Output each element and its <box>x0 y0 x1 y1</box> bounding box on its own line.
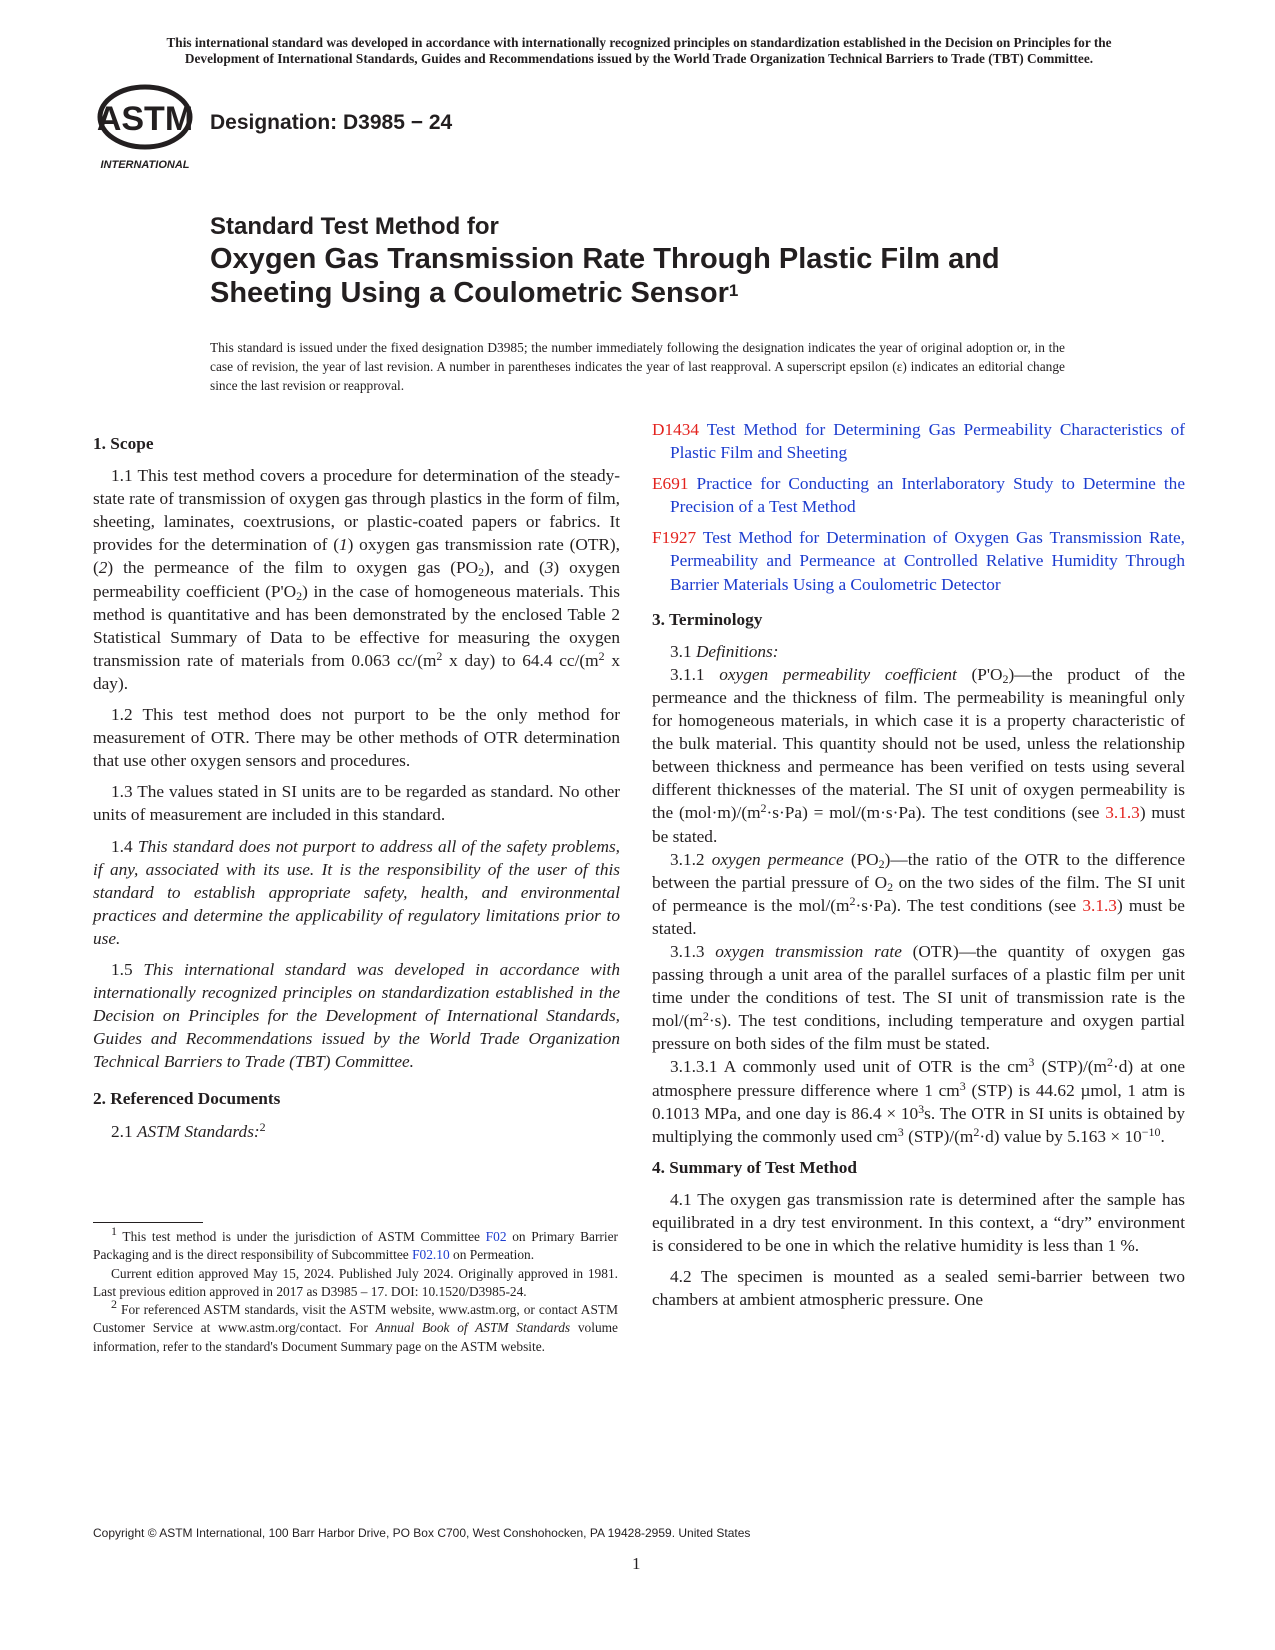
section-heading-referenced-documents: 2. Referenced Documents <box>93 1089 281 1109</box>
definition-3-1-2: 3.1.2 oxygen permeance $(PO_2)—the$ ratio of the OTR to the difference between the partial pressure of $O_2$ on the two sides of the film. The SI unit of permeance is the mol/$(m^2\cdot s\cdot Pa)$. The test conditions (see 3.1.3) must be stated. <box>652 849 1186 938</box>
paragraph-1-4: 1.4 This standard does not purport to address all of the safety problems, if any, associated with its use. It is the responsibility of the user of this standard to establish appropriate safety, health, and environmental practices and determine the applicability of regulatory limitations prior to use. <box>93 836 620 948</box>
section-heading-terminology: 3. Terminology <box>652 609 763 629</box>
copyright-line: Copyright © ASTM International, 100 Barr Harbor Drive, PO Box C700, West Conshohocken, PA 19428-2959. United States <box>93 1526 751 1540</box>
footnotes <box>93 1224 618 1356</box>
paragraph-3-1: 3.1 Definitions: <box>670 641 779 661</box>
paragraph-2-1: 2.1 ASTM Standards:$^2$ <box>111 1119 266 1141</box>
section-heading-summary: 4. Summary of Test Method <box>652 1157 857 1177</box>
reference-item[interactable]: F1927 Test Method for Determination of Oxygen Gas Transmission Rate, Permeability and Permeance at Controlled Relative Humidity Through Barrier Materials Using a Coulometric Detector <box>652 528 1185 594</box>
committee-link[interactable]: F02 <box>485 1229 507 1244</box>
reference-list <box>652 418 1185 596</box>
document-title <box>210 212 1110 310</box>
reference-item[interactable]: D1434 Test Method for Determining Gas Permeability Characteristics of Plastic Film and Sheeting <box>652 420 1185 463</box>
paragraph-1-1: 1.1 This test method covers a procedure for determination of the steady-state rate of transmission of oxygen gas through plastics in the form of film, sheeting, laminates, coextrusions, or plastic-coated papers or fabrics. It provides for the determination of (1) oxygen gas transmission rate (OTR), (2) the permeance of the film to oxygen gas $(PO_2)$, and (3) oxygen permeability coefficient $(P'O_2)$ in the case of homogeneous materials. This method is quantitative and has been demonstrated by the enclosed Table 2 Statistical Summary of Data to be effective for measuring the oxygen transmission rate of materials from 0.063 $cc/(m^2$ x day) to 64.4 $cc/(m^2$ x day). <box>93 466 620 693</box>
title-line1: Standard Test Method for <box>210 213 499 240</box>
paragraph-4-1: 4.1 The oxygen gas transmission rate is determined after the sample has equilibrated in a dry test environment. In this context, a “dry” environment is considered to be one in which the relative humidity is less than 1 %. <box>652 1189 1185 1256</box>
definition-3-1-1: 3.1.1 oxygen permeability coefficient $(P'O_2)—the$ product of the permeance and the thickness of film. The permeability is meaningful only for homogeneous materials, in which case it is a property characteristic of the bulk material. This quantity should not be used, unless the relationship between thickness and permeance has been verified on tests using several different thicknesses of the material. The SI unit of oxygen permeability is the $(mol\cdot m)/(m^2\cdot s\cdot Pa) = mol/(m\cdot s\cdot Pa)$. The test conditions (see 3.1.3) must be stated. <box>652 664 1186 846</box>
paragraph-1-5: 1.5 This international standard was developed in accordance with internationally recognized principles on standardization established in the Decision on Principles for the Development of International Standards, Guides and Recommendations issued by the World Trade Organization Technical Barriers to Trade (TBT) Committee. <box>93 959 620 1072</box>
title-footnote-mark: 1 <box>728 281 739 300</box>
section-link[interactable]: 3.1.3 <box>1105 803 1140 823</box>
title-line2: Oxygen Gas Transmission Rate Through Plastic Film and <box>210 243 1000 275</box>
footnote-divider <box>93 1222 203 1223</box>
header-notice-line1: This international standard was developed in accordance with internationally recognized principles on standardization established in the Decision on Principles for the <box>166 35 1112 50</box>
paragraph-1-3: 1.3 The values stated in SI units are to be regarded as standard. No other units of measurement are included in this standard. <box>93 782 620 825</box>
page-number: 1 <box>632 1554 641 1573</box>
astm-logo-subtitle: INTERNATIONAL <box>100 159 190 171</box>
paragraph-4-2: 4.2 The specimen is mounted as a sealed semi-barrier between two chambers at ambient atmospheric pressure. One <box>652 1267 1185 1310</box>
section-link[interactable]: 3.1.3 <box>1082 895 1117 915</box>
issued-statement: This standard is issued under the fixed designation D3985; the number immediately following the designation indicates the year of original adoption or, in the case of revision, the year of last revision. A number in parentheses indicates the year of last reapproval. A superscript epsilon (ε) indicates an editorial change since the last revision or reapproval. <box>210 340 1065 393</box>
paragraph-3-1-3-1: 3.1.3.1 A commonly used unit of OTR is the $cm^3$ $(STP)/(m^2\cdot d)$ at one atmosphere pressure difference where 1 $cm^3$ (STP) is 44.62 µmol, 1 atm is 0.1013 MPa, and one day is $86.4 \times 10^3s$. The OTR in SI units is obtained by multiplying the commonly used $cm^3$ $(STP)/(m^2\cdot d)$ value by $5.163 \times 10^{-10}$. <box>652 1055 1186 1146</box>
right-column <box>652 418 1185 1319</box>
subcommittee-link[interactable]: F02.10 <box>412 1247 450 1263</box>
astm-logo-letters: ASTM <box>96 100 194 138</box>
reference-item[interactable]: E691 Practice for Conducting an Interlaboratory Study to Determine the Precision of a Test Method <box>652 474 1185 517</box>
left-column <box>93 432 620 1151</box>
footnote-1-edition: Current edition approved May 15, 2024. Published July 2024. Originally approved in 1981. Last previous edition approved in 2017 as D3985 – 17. DOI: 10.1520/D3985-24. <box>93 1265 618 1299</box>
header-notice <box>80 35 1198 67</box>
paragraph-1-2: 1.2 This test method does not purport to be the only method for measurement of OTR. There may be other methods of OTR determination that use other oxygen sensors and procedures. <box>93 705 620 771</box>
title-line3: Sheeting Using a Coulometric Sensor <box>210 277 729 309</box>
section-heading-scope: 1. Scope <box>93 434 154 453</box>
astm-logo <box>93 84 197 172</box>
definition-3-1-3: 3.1.3 oxygen transmission rate (OTR)—the quantity of oxygen gas passing through a unit area of the parallel surfaces of a plastic film per unit time under the conditions of test. The SI unit of transmission rate is the mol/$(m^2\cdot s)$. The test conditions, including temperature and oxygen partial pressure on both sides of the film must be stated. <box>652 941 1185 1054</box>
footnote-1: $^1$ This test method is under the jurisdiction of ASTM Committee F02 on Primary Barrier Packaging and is the direct responsibility of Subcommittee F02.10 on Permeation. <box>93 1224 618 1263</box>
footnote-2: $^2$ For referenced ASTM standards, visit the ASTM website, www.astm.org, or contact ASTM Customer Service at www.astm.org/contact. For Annual Book of ASTM Standards volume information, refer to the standard's Document Summary page on the ASTM website. <box>93 1297 618 1354</box>
designation: Designation: D3985 − 24 <box>210 111 453 134</box>
header-notice-line2: Development of International Standards, Guides and Recommendations issued by the World Trade Organization Technical Barriers to Trade (TBT) Committee. <box>184 51 1094 66</box>
